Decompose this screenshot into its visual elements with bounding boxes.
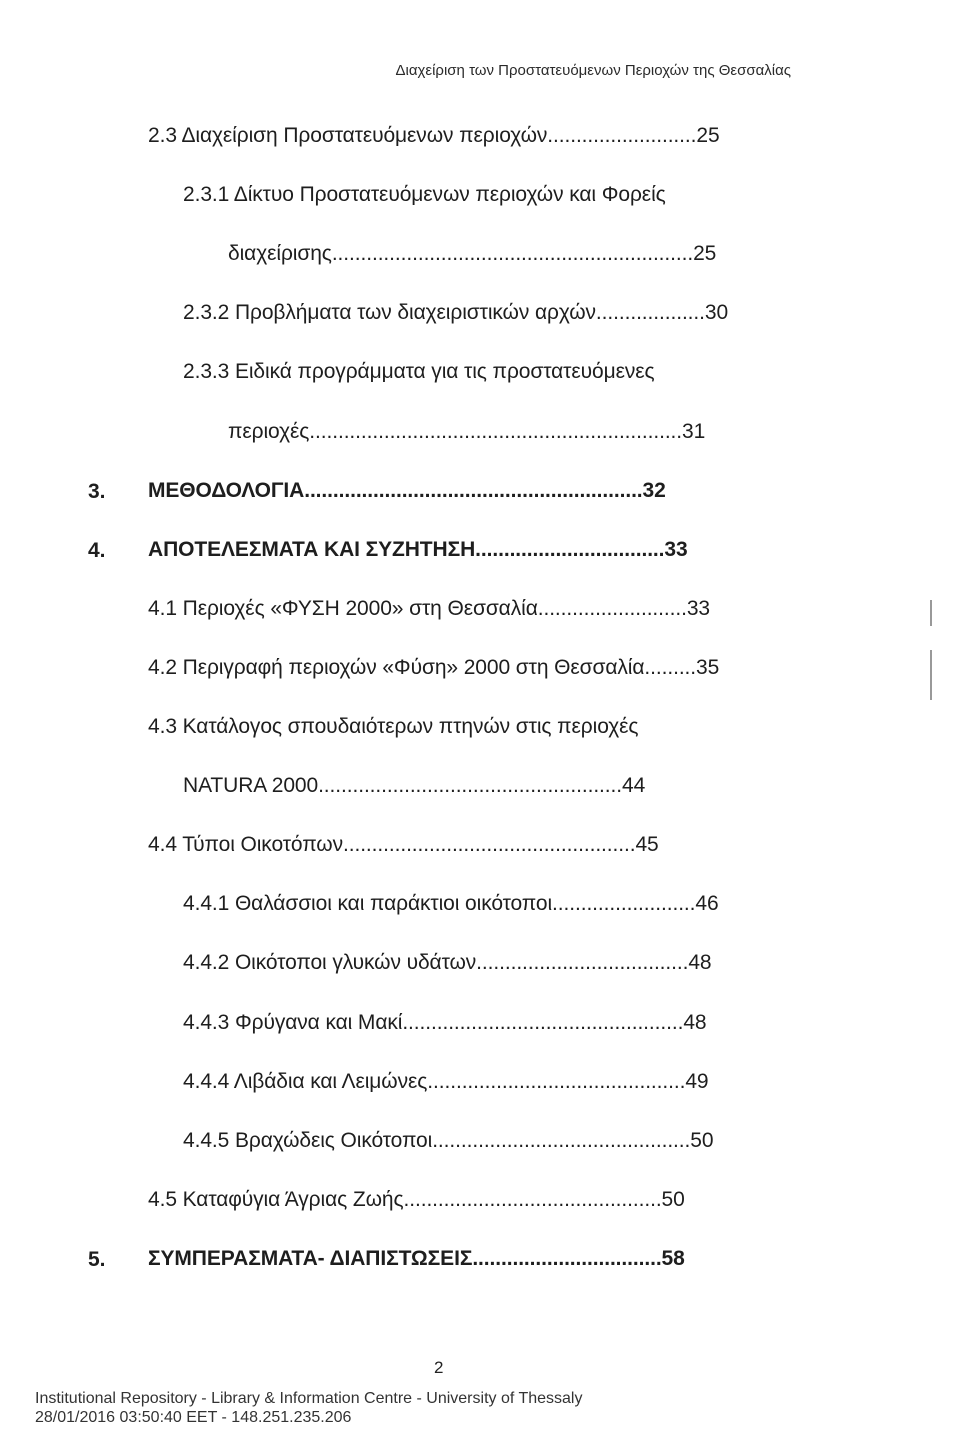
- toc-entry: 2.3.1 Δίκτυο Προστατευόμενων περιοχών και Φορείς: [183, 183, 666, 206]
- toc-entry: ΜΕΘΟΔΟΛΟΓΙΑ...........................................................32: [148, 479, 666, 502]
- toc-entry: 2.3.3 Ειδικά προγράμματα για τις προστατευόμενες: [183, 360, 655, 383]
- toc-entry: 4.5 Καταφύγια Άγριας Ζωής.............................................50: [148, 1188, 685, 1211]
- chapter-number: 4.: [88, 539, 106, 562]
- toc-entry: 4.4.3 Φρύγανα και Μακί.................................................48: [183, 1011, 707, 1034]
- toc-entry: 4.4.2 Οικότοποι γλυκών υδάτων.....................................48: [183, 951, 712, 974]
- toc-entry: 4.4.1 Θαλάσσιοι και παράκτιοι οικότοποι.........................46: [183, 892, 719, 915]
- toc-entry: 4.4.5 Βραχώδεις Οικότοποι.............................................50: [183, 1129, 714, 1152]
- toc-entry: ΑΠΟΤΕΛΕΣΜΑΤΑ ΚΑΙ ΣΥΖΗΤΗΣΗ.................................33: [148, 538, 688, 561]
- timestamp-footer: 28/01/2016 03:50:40 EET - 148.251.235.206: [35, 1409, 352, 1426]
- toc-entry: 4.4.4 Λιβάδια και Λειμώνες.............................................49: [183, 1070, 709, 1093]
- toc-entry: 4.2 Περιγραφή περιοχών «Φύση» 2000 στη Θεσσαλία.........35: [148, 656, 720, 679]
- page-number: 2: [434, 1358, 444, 1377]
- running-header: Διαχείριση των Προστατευόμενων Περιοχών της Θεσσαλίας: [395, 62, 791, 79]
- chapter-number: 5.: [88, 1248, 106, 1271]
- toc-entry: 4.3 Κατάλογος σπουδαιότερων πτηνών στις περιοχές: [148, 715, 639, 738]
- scan-mark: [930, 600, 932, 626]
- toc-entry: NATURA 2000.....................................................44: [183, 774, 646, 797]
- toc-entry: περιοχές.................................................................31: [228, 420, 706, 443]
- scan-mark: [930, 650, 932, 700]
- toc-entry: 2.3.2 Προβλήματα των διαχειριστικών αρχών...................30: [183, 301, 729, 324]
- toc-entry: 4.4 Τύποι Οικοτόπων...................................................45: [148, 833, 659, 856]
- toc-entry: διαχείρισης...............................................................25: [228, 242, 717, 265]
- chapter-number: 3.: [88, 480, 106, 503]
- toc-entry: 2.3 Διαχείριση Προστατευόμενων περιοχών..........................25: [148, 124, 720, 147]
- toc-entry: 4.1 Περιοχές «ΦΥΣΗ 2000» στη Θεσσαλία..........................33: [148, 597, 710, 620]
- repository-footer: Institutional Repository - Library & Information Centre - University of Thessaly: [35, 1390, 583, 1407]
- toc-entry: ΣΥΜΠΕΡΑΣΜΑΤΑ- ΔΙΑΠΙΣΤΩΣΕΙΣ.................................58: [148, 1247, 685, 1270]
